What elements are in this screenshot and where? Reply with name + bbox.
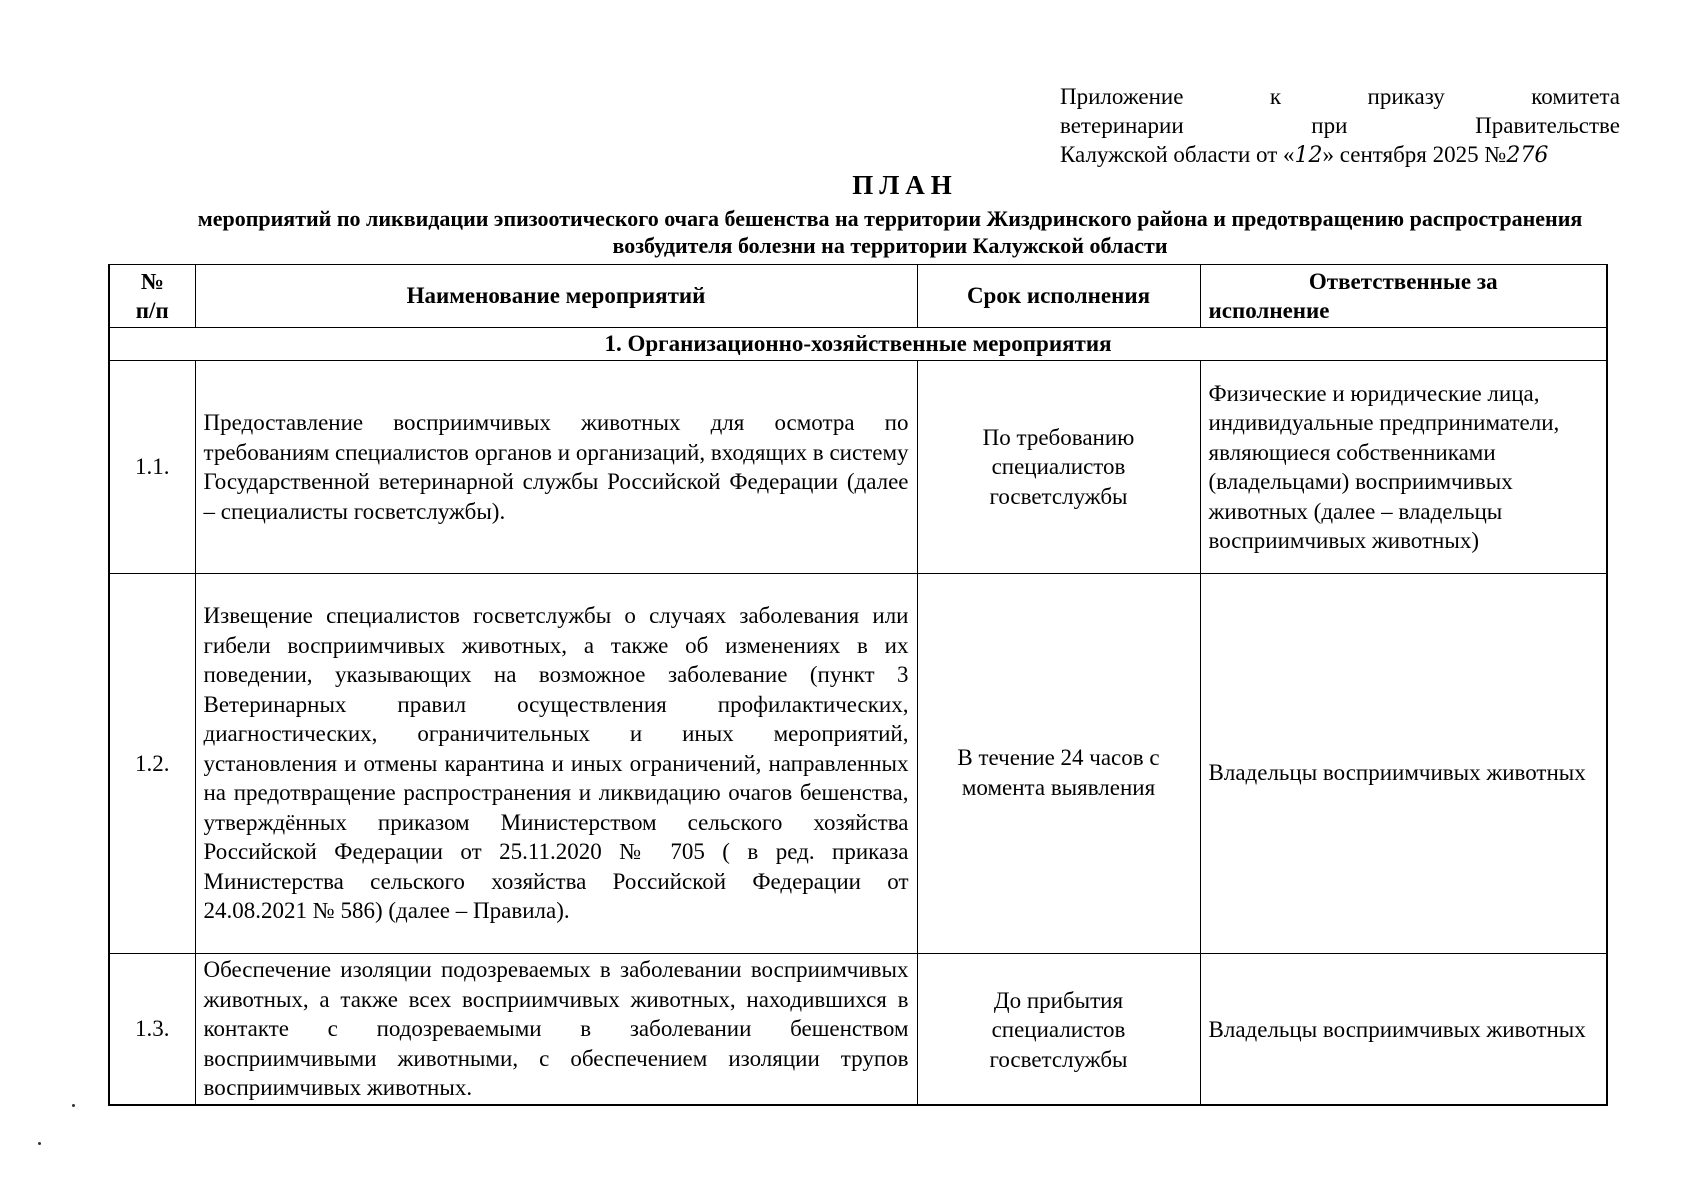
header-num-line1: № — [140, 268, 164, 294]
header-responsible-line2: исполнение — [1208, 298, 1330, 323]
row-deadline: По требованию специалистов госветслужбы — [917, 361, 1200, 574]
appendix-line-1: Приложение к приказу комитета — [1060, 84, 1620, 109]
row-responsible: Владельцы восприимчивых животных — [1200, 954, 1607, 1106]
table-row — [109, 954, 1607, 1106]
header-num-line2: п/п — [135, 298, 169, 323]
order-day-handwritten: 12 — [1294, 143, 1323, 168]
appendix-line-2: ветеринарии при Правительстве — [1060, 113, 1620, 138]
row-num: 1.1. — [109, 361, 195, 574]
document-title: ПЛАН — [852, 170, 958, 200]
appendix-date-prefix: Калужской области от « — [1060, 142, 1295, 167]
row-deadline: В течение 24 часов с момента выявления — [917, 574, 1200, 954]
appendix-date-middle: » сентября 2025 № — [1322, 142, 1507, 167]
scan-speck — [38, 1142, 41, 1145]
appendix-line-3 — [1060, 140, 1620, 170]
plan-table — [108, 264, 1608, 1106]
header-num — [109, 265, 195, 328]
row-responsible: Владельцы восприимчивых животных — [1200, 574, 1607, 954]
document-subtitle: мероприятий по ликвидации эпизоотического очага бешенства на территории Жиздринского района и предотвращению распространения возбудителя болезни на территории Калужской области — [197, 206, 1583, 258]
header-deadline: Срок исполнения — [917, 265, 1200, 328]
table-row — [109, 361, 1607, 574]
header-name: Наименование мероприятий — [195, 265, 917, 328]
row-name: Обеспечение изоляции подозреваемых в заболевании восприимчивых животных, а также всех восприимчивых животных, находившихся в контакте с подозреваемыми в заболевании бешенством восприимчивыми животными, с обеспечением изоляции трупов восприимчивых животных. — [195, 954, 917, 1106]
section-title: 1. Организационно-хозяйственные мероприятия — [109, 328, 1607, 361]
row-num: 1.2. — [109, 574, 195, 954]
row-name: Извещение специалистов госветслужбы о случаях заболевания или гибели восприимчивых животных, а также об изменениях в их поведении, указывающих на возможное заболевание (пункт 3 Ветеринарных правил осуществления профилактических, диагностических, ограничительных и иных мероприятий, установления и отмены карантина и иных ограничений, направленных на предотвращение распространения и ликвидацию очагов бешенства, утверждённых приказом Министерством сельского хозяйства Российской Федерации от 25.11.2020 № 705 ( в ред. приказа Министерства сельского хозяйства Российской Федерации от 24.08.2021 № 586) (далее – Правила). — [195, 574, 917, 954]
table-row — [109, 574, 1607, 954]
header-responsible — [1200, 265, 1607, 328]
section-row — [109, 328, 1607, 361]
row-responsible: Физические и юридические лица, индивидуальные предприниматели, являющиеся собственниками (владельцами) восприимчивых животных (далее – владельцы восприимчивых животных) — [1200, 361, 1607, 574]
row-deadline: До прибытия специалистов госветслужбы — [917, 954, 1200, 1106]
row-num: 1.3. — [109, 954, 195, 1106]
appendix-block — [1060, 82, 1620, 170]
header-responsible-line1: Ответственные за — [1308, 269, 1498, 294]
order-number-handwritten: 276 — [1506, 143, 1549, 168]
table-header-row — [109, 265, 1607, 328]
row-name: Предоставление восприимчивых животных для осмотра по требованиям специалистов органов и организаций, входящих в систему Государственной ветеринарной службы Российской Федерации (далее – специалисты госветслужбы). — [195, 361, 917, 574]
scan-speck — [72, 1104, 75, 1107]
